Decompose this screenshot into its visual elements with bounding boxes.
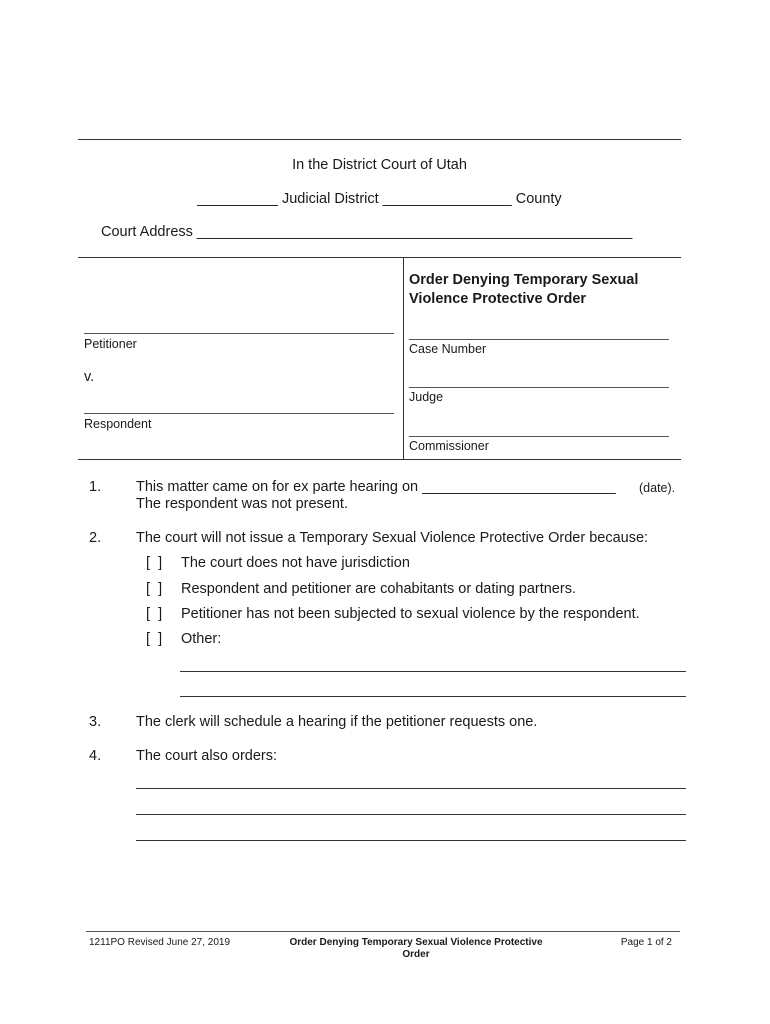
option-other: Other:	[181, 631, 222, 647]
item4-text: The court also orders:	[136, 748, 278, 764]
footer-title-line2: Order	[402, 949, 430, 960]
other-write-line[interactable]	[180, 671, 686, 672]
judge-line	[409, 387, 669, 388]
footer-rule	[86, 931, 680, 932]
order-title-line1: Order Denying Temporary Sexual	[409, 272, 639, 288]
district-county-line: __________ Judicial District ________________ County	[197, 191, 562, 207]
item1-date-label: (date).	[639, 481, 676, 495]
judge-label: Judge	[409, 390, 444, 404]
checkbox[interactable]: [ ]	[146, 581, 163, 597]
court-address-line: Court Address ______________________________________________________	[101, 224, 633, 240]
caption-bottom-rule	[78, 459, 681, 460]
item1-text-line2: The respondent was not present.	[136, 496, 348, 512]
item3-text: The clerk will schedule a hearing if the petitioner requests one.	[136, 714, 538, 730]
respondent-label: Respondent	[84, 417, 152, 431]
footer-title-line1: Order Denying Temporary Sexual Violence Protective	[289, 937, 543, 948]
item1-text: This matter came on for ex parte hearing on ________________________	[136, 479, 616, 495]
option-not-subjected: Petitioner has not been subjected to sexual violence by the respondent.	[181, 606, 640, 622]
petitioner-line	[84, 333, 394, 334]
commissioner-line	[409, 436, 669, 437]
checkbox[interactable]: [ ]	[146, 555, 163, 571]
commissioner-label: Commissioner	[409, 439, 489, 453]
item-number: 1.	[89, 479, 102, 495]
petitioner-label: Petitioner	[84, 337, 137, 351]
order-title-line2: Violence Protective Order	[409, 291, 587, 307]
case-number-label: Case Number	[409, 342, 487, 356]
caption-top-rule	[78, 257, 681, 258]
item-number: 2.	[89, 530, 102, 546]
top-rule	[78, 139, 681, 140]
checkbox[interactable]: [ ]	[146, 606, 163, 622]
respondent-line	[84, 413, 394, 414]
option-cohabitants: Respondent and petitioner are cohabitants or dating partners.	[181, 581, 576, 597]
orders-write-line[interactable]	[136, 814, 686, 815]
item-number: 3.	[89, 714, 102, 730]
case-number-line	[409, 339, 669, 340]
other-write-line[interactable]	[180, 696, 686, 697]
page-number: Page 1 of 2	[620, 937, 672, 948]
orders-write-line[interactable]	[136, 788, 686, 789]
option-no-jurisdiction: The court does not have jurisdiction	[181, 555, 410, 571]
checkbox[interactable]: [ ]	[146, 631, 163, 647]
caption-divider	[403, 257, 404, 459]
versus-label: v.	[84, 369, 95, 385]
item-number: 4.	[89, 748, 102, 764]
orders-write-line[interactable]	[136, 840, 686, 841]
court-title: In the District Court of Utah	[292, 157, 467, 173]
form-id: 1211PO Revised June 27, 2019	[89, 937, 231, 948]
item2-text: The court will not issue a Temporary Sexual Violence Protective Order because:	[136, 530, 649, 546]
